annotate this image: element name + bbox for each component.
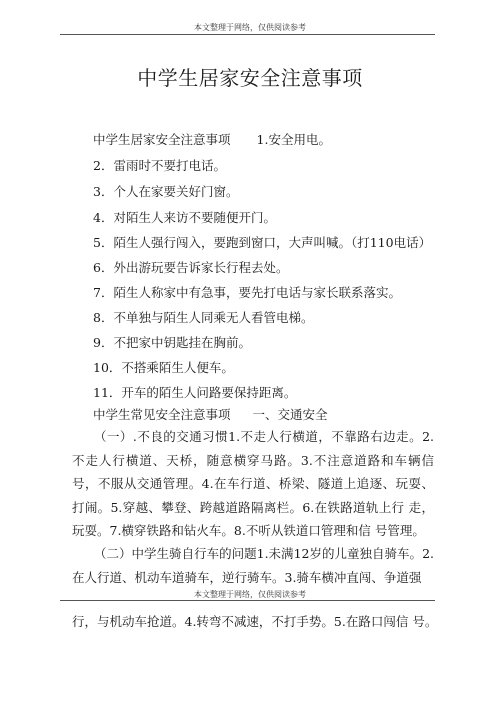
list-item: 10．不搭乘陌生人便车。 <box>93 360 234 375</box>
list-item: 9．不把家中钥匙挂在胸前。 <box>93 335 251 350</box>
intro-first-item: 1.安全用电。 <box>256 132 331 147</box>
list-item: 6．外出游玩要告诉家长行程去处。 <box>93 260 289 275</box>
footer-note: 本文整理于网络，仅供阅读参考 <box>194 590 306 599</box>
footer-divider <box>60 600 435 601</box>
list-item: 2．雷雨时不要打电话。 <box>93 158 226 173</box>
list-item: 8．不单独与陌生人同乘无人看管电梯。 <box>93 310 314 325</box>
section-heading-line <box>93 405 328 423</box>
intro-line <box>93 130 331 148</box>
list-item: 3．个人在家要关好门窗。 <box>93 184 239 199</box>
section-heading: 中学生常见安全注意事项 <box>93 407 231 422</box>
section-subheading: 一、交通安全 <box>252 407 328 422</box>
paragraph-traffic-habits: （一）.不良的交通习惯1.不走人行横道，不靠路右边走。2.不走人行横道、天桥，随意横穿马路。3.不注意道路和车辆信 号，不服从交通管理。4.在车行道、桥梁、隧道上追逐、玩耍、 打闹。5.穿越、攀登、跨越道路隔离栏。6.在铁路道轨上行 走，玩耍。7.横穿铁路和钻火车。8.不听从铁道口管理和信 号管理。 <box>72 429 434 538</box>
intro-heading: 中学生居家安全注意事项 <box>93 132 231 147</box>
page-title: 中学生居家安全注意事项 <box>137 66 363 90</box>
list-item: 5．陌生人强行闯入，要跑到窗口，大声叫喊。（打110电话） <box>93 235 432 250</box>
list-item: 4．对陌生人来访不要随便开门。 <box>93 210 276 225</box>
paragraph-bicycle: （二）中学生骑自行车的问题1.未满12岁的儿童独自骑车。2.在人行道、机动车道骑车，逆行骑车。3.骑车横冲直闯、争道强 <box>72 546 434 585</box>
list-item: 7．陌生人称家中有急事，要先打电话与家长联系落实。 <box>93 285 401 300</box>
continued-line: 行，与机动车抢道。4.转弯不减速，不打手势。5.在路口闯信 号。 <box>72 614 438 629</box>
header-divider <box>60 34 435 35</box>
list-item: 11．开车的陌生人问路要保持距离。 <box>93 385 297 400</box>
header-note: 本文整理于网络，仅供阅读参考 <box>194 23 306 32</box>
